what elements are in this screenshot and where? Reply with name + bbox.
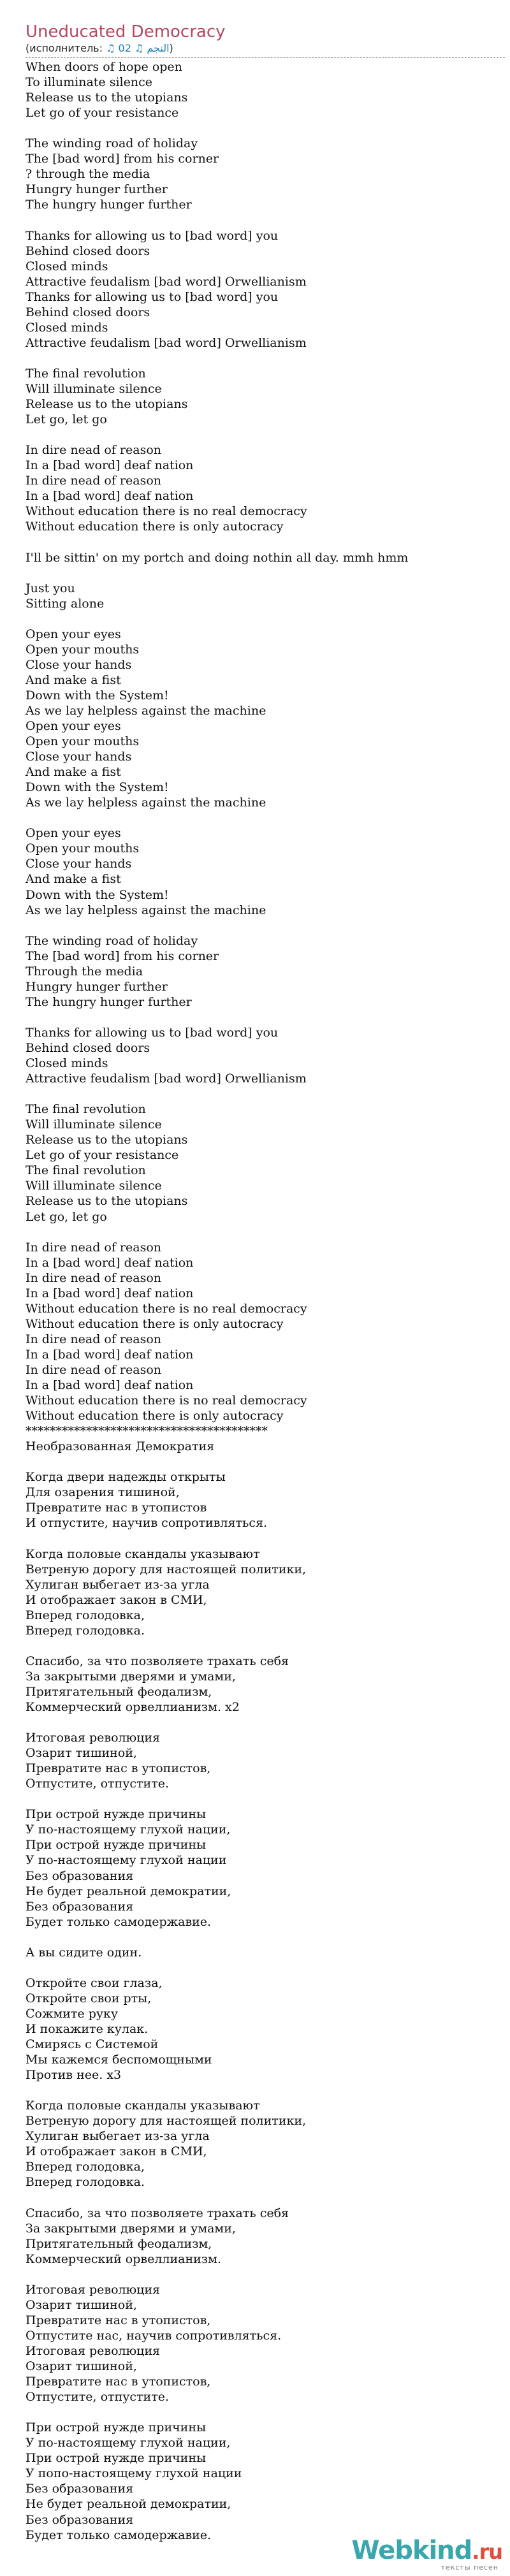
lyric-line: Смирясь с Системой [26, 2037, 159, 2052]
lyric-line: In a [bad word] deaf nation [26, 1286, 194, 1300]
stanza-gap [26, 1225, 505, 1240]
lyric-line: У попо-настоящему глухой нации [26, 2466, 242, 2481]
webkind-logo-tld: .ru [472, 2540, 502, 2564]
stanza-gap [26, 351, 505, 366]
lyric-line: Will illuminate silence [26, 1117, 162, 1132]
lyric-line: Превратите нас в утопистов [26, 1501, 207, 1515]
webkind-logo-subtitle: тексты песен [441, 2563, 499, 2572]
stanza-gap [26, 534, 505, 549]
stanza-gap [26, 1930, 505, 1945]
song-title: Uneducated Democracy [26, 22, 226, 41]
lyric-line: ? through the media [26, 167, 150, 182]
lyric-line: Close your hands [26, 750, 132, 764]
lyric-line: Hungry hunger further [26, 182, 168, 197]
lyric-line: The final revolution [26, 1102, 146, 1117]
lyric-line: Хулиган выбегает из-за угла [26, 1577, 210, 1592]
lyric-line: При острой нужде причины [26, 1807, 207, 1822]
lyric-line: За закрытыми дверями и умами, [26, 2221, 236, 2236]
lyric-line: Итоговая революция [26, 1731, 160, 1745]
lyric-line: Sitting alone [26, 596, 105, 611]
lyric-line: Будет только самодержавие. [26, 1914, 212, 1929]
lyric-line: In dire nead of reason [26, 443, 161, 458]
lyric-line: Когда двери надежды открыты [26, 1470, 226, 1485]
lyric-line: As we lay helpless against the machine [26, 796, 266, 810]
stanza-gap [26, 565, 505, 581]
lyric-line: Хулиган выбегает из-за угла [26, 2129, 210, 2144]
lyric-line: When doors of hope open [26, 60, 182, 74]
lyric-line: Озарит тишиной, [26, 2359, 137, 2374]
lyric-line: Притягательный феодализм, [26, 1684, 212, 1699]
lyric-line: The hungry hunger further [26, 198, 192, 212]
lyric-line: The winding road of holiday [26, 136, 198, 151]
stanza-gap [26, 1715, 505, 1730]
lyric-line: Will illuminate silence [26, 381, 162, 396]
lyric-line: Open your eyes [26, 627, 121, 641]
lyric-line: Release us to the utopians [26, 1194, 188, 1209]
lyric-line: Attractive feudalism [bad word] Orwellianism [26, 335, 307, 350]
lyric-line: При острой нужде причины [26, 2420, 207, 2435]
lyric-line: In dire nead of reason [26, 474, 161, 488]
lyric-line: Behind closed doors [26, 305, 150, 319]
lyric-line: Мы кажемся беспомощными [26, 2053, 212, 2067]
lyric-line: Откройте свои рты, [26, 1991, 152, 2005]
lyric-line: Необразованная Демократия [26, 1439, 215, 1454]
performer-prefix: (исполнитель: [26, 42, 106, 54]
lyric-line: Open your mouths [26, 734, 140, 749]
lyric-line: The final revolution [26, 366, 146, 381]
lyric-line: Ветреную дорогу для настоящей политики, [26, 2114, 307, 2128]
lyric-line: Без образования [26, 2482, 134, 2496]
lyric-line: Превратите нас в утопистов, [26, 1761, 211, 1776]
lyric-line: Thanks for allowing us to [bad word] you [26, 1025, 279, 1040]
stanza-gap [26, 1791, 505, 1807]
lyric-line: Closed minds [26, 320, 108, 335]
lyric-line: И отпустите, научив сопротивляться. [26, 1516, 267, 1531]
lyric-line: In dire nead of reason [26, 1332, 161, 1346]
webkind-logo-text [351, 2536, 502, 2566]
lyric-line: Close your hands [26, 857, 132, 871]
lyric-line: Release us to the utopians [26, 1133, 188, 1147]
performer-line [26, 42, 505, 58]
lyric-line: Close your hands [26, 657, 132, 672]
lyric-line: У по-настоящему глухой нации, [26, 2436, 231, 2450]
stanza-gap [26, 120, 505, 136]
lyric-line: Итоговая революция [26, 2282, 160, 2297]
lyric-line: To illuminate silence [26, 75, 152, 90]
lyric-line: Open your eyes [26, 826, 121, 841]
lyric-line: Down with the System! [26, 887, 169, 902]
lyric-line: Open your mouths [26, 642, 140, 657]
stanza-gap [26, 1960, 505, 1976]
lyric-line: Когда половые скандалы указывают [26, 2099, 260, 2113]
lyric-line: Спасибо, за что позволяете трахать себя [26, 1654, 289, 1668]
performer-link[interactable]: ♫ 02 ♫ النجم [106, 42, 170, 54]
lyric-line: Attractive feudalism [bad word] Orwellianism [26, 1072, 307, 1086]
lyric-line: As we lay helpless against the machine [26, 903, 266, 917]
lyric-line: Без образования [26, 1899, 134, 1914]
lyric-line: Through the media [26, 964, 143, 979]
stanza-gap [26, 1086, 505, 1102]
lyric-line: Attractive feudalism [bad word] Orwellianism [26, 274, 307, 289]
lyric-line: **************************************** [26, 1424, 268, 1439]
lyric-line: У по-настоящему глухой нации, [26, 1823, 231, 1837]
song-page [26, 22, 505, 2543]
lyric-line: Без образования [26, 2512, 134, 2527]
lyric-line: The [bad word] from his corner [26, 152, 219, 166]
stanza-gap [26, 2190, 505, 2206]
lyric-line: In dire nead of reason [26, 1240, 161, 1255]
stanza-gap [26, 1454, 505, 1469]
lyric-line: Отпустите, отпустите. [26, 1777, 169, 1791]
lyric-line: Не будет реальной демократии, [26, 2497, 231, 2512]
lyric-line: Притягательный феодализм, [26, 2236, 212, 2251]
lyric-line: Коммерческий орвеллианизм. [26, 2252, 221, 2266]
lyric-line: In a [bad word] deaf nation [26, 1255, 194, 1270]
lyric-line: Озарит тишиной, [26, 1746, 137, 1761]
lyric-line: The hungry hunger further [26, 994, 192, 1009]
stanza-gap [26, 1638, 505, 1654]
lyric-line: Спасибо, за что позволяете трахать себя [26, 2206, 289, 2220]
lyric-line: Thanks for allowing us to [bad word] you [26, 228, 279, 243]
lyric-line: Without education there is only autocracy [26, 1316, 284, 1331]
lyric-line: The final revolution [26, 1163, 146, 1178]
stanza-gap [26, 611, 505, 627]
webkind-logo-main: Webkind [351, 2536, 472, 2565]
lyric-line: Release us to the utopians [26, 91, 188, 105]
stanza-gap [26, 1010, 505, 1025]
stanza-gap [26, 918, 505, 933]
lyric-line: Для озарения тишиной, [26, 1485, 180, 1500]
lyric-line: Превратите нас в утопистов, [26, 2375, 211, 2389]
lyric-line: И отображает закон в СМИ, [26, 2144, 207, 2159]
lyric-line: Without education there is only autocracy [26, 520, 284, 534]
lyric-line: Вперед голодовка. [26, 2175, 145, 2190]
stanza-gap [26, 810, 505, 826]
lyric-line: И отображает закон в СМИ, [26, 1592, 207, 1607]
lyric-line: Let go of your resistance [26, 1148, 179, 1163]
lyric-line: Превратите нас в утопистов, [26, 2313, 211, 2327]
lyric-line: Without education there is only autocracy [26, 1409, 284, 1423]
lyric-line: And make a fist [26, 872, 121, 887]
lyric-line: Итоговая революция [26, 2343, 160, 2358]
lyric-line: При острой нужде причины [26, 1838, 207, 1852]
lyric-line: And make a fist [26, 673, 121, 687]
lyric-line: Будет только самодержавие. [26, 2528, 212, 2542]
lyric-line: У по-настоящему глухой нации [26, 1853, 227, 1868]
lyric-line: In dire nead of reason [26, 1362, 161, 1377]
stanza-gap [26, 212, 505, 228]
stanza-gap [26, 427, 505, 442]
lyric-line: При острой нужде причины [26, 2451, 207, 2466]
lyric-line: За закрытыми дверями и умами, [26, 1669, 236, 1684]
lyric-line: Озарит тишиной, [26, 2297, 137, 2312]
lyric-line: And make a fist [26, 765, 121, 780]
stanza-gap [26, 1531, 505, 1546]
lyric-line: Let go, let go [26, 1209, 107, 1224]
lyric-line: Behind closed doors [26, 1041, 150, 1055]
performer-suffix: ) [169, 42, 173, 54]
lyric-line: Behind closed doors [26, 244, 150, 258]
lyric-line: Closed minds [26, 1056, 108, 1071]
lyric-line: Release us to the utopians [26, 397, 188, 412]
lyric-line: Откройте свои глаза, [26, 1976, 163, 1990]
lyric-line: The [bad word] from his corner [26, 949, 219, 963]
lyric-line: Вперед голодовка, [26, 1608, 145, 1622]
lyric-line: In a [bad word] deaf nation [26, 1378, 194, 1393]
lyric-line: Let go, let go [26, 412, 107, 427]
lyric-line: Thanks for allowing us to [bad word] you [26, 289, 279, 304]
lyric-line: Когда половые скандалы указывают [26, 1546, 260, 1561]
lyric-line: Down with the System! [26, 688, 169, 702]
lyric-line: Will illuminate silence [26, 1179, 162, 1193]
lyric-line: In a [bad word] deaf nation [26, 489, 194, 504]
lyric-line: Without education there is no real democracy [26, 504, 307, 519]
lyric-line: In a [bad word] deaf nation [26, 1347, 194, 1362]
lyric-line: In a [bad word] deaf nation [26, 458, 194, 473]
lyric-line: Open your eyes [26, 719, 121, 734]
stanza-gap [26, 2267, 505, 2282]
lyric-line: Вперед голодовка. [26, 1623, 145, 1638]
lyric-line: Отпустите нас, научив сопротивляться. [26, 2328, 282, 2343]
lyric-line: Сожмите руку [26, 2006, 119, 2021]
lyric-line: I'll be sittin' on my portch and doing nothin all day. mmh hmm [26, 550, 409, 565]
stanza-gap [26, 2083, 505, 2098]
lyric-line: As we lay helpless against the machine [26, 703, 266, 718]
stanza-gap [26, 2405, 505, 2420]
lyric-line: Не будет реальной демократии, [26, 1884, 231, 1898]
lyric-line: Отпустите, отпустите. [26, 2390, 169, 2405]
lyric-line: Without education there is no real democracy [26, 1301, 307, 1316]
lyric-line: Вперед голодовка, [26, 2160, 145, 2174]
lyric-line: Ветреную дорогу для настоящей политики, [26, 1562, 307, 1576]
lyric-line: Closed minds [26, 259, 108, 273]
lyric-line: Open your mouths [26, 841, 140, 856]
lyric-line: Just you [26, 581, 75, 595]
lyric-line: The winding road of holiday [26, 933, 198, 948]
lyric-line: Коммерческий орвеллианизм. x2 [26, 1700, 240, 1715]
lyric-line: Down with the System! [26, 780, 169, 795]
lyric-line: Without education there is no real democracy [26, 1394, 307, 1408]
lyric-line: А вы сидите один. [26, 1945, 142, 1960]
lyric-line: Без образования [26, 1868, 134, 1883]
lyrics-text [26, 59, 505, 2543]
lyric-line: In dire nead of reason [26, 1270, 161, 1285]
lyric-line: Hungry hunger further [26, 979, 168, 994]
webkind-logo[interactable] [351, 2536, 502, 2572]
lyric-line: И покажите кулак. [26, 2022, 149, 2036]
lyric-line: Против нее. x3 [26, 2068, 122, 2083]
lyric-line: Let go of your resistance [26, 106, 179, 120]
